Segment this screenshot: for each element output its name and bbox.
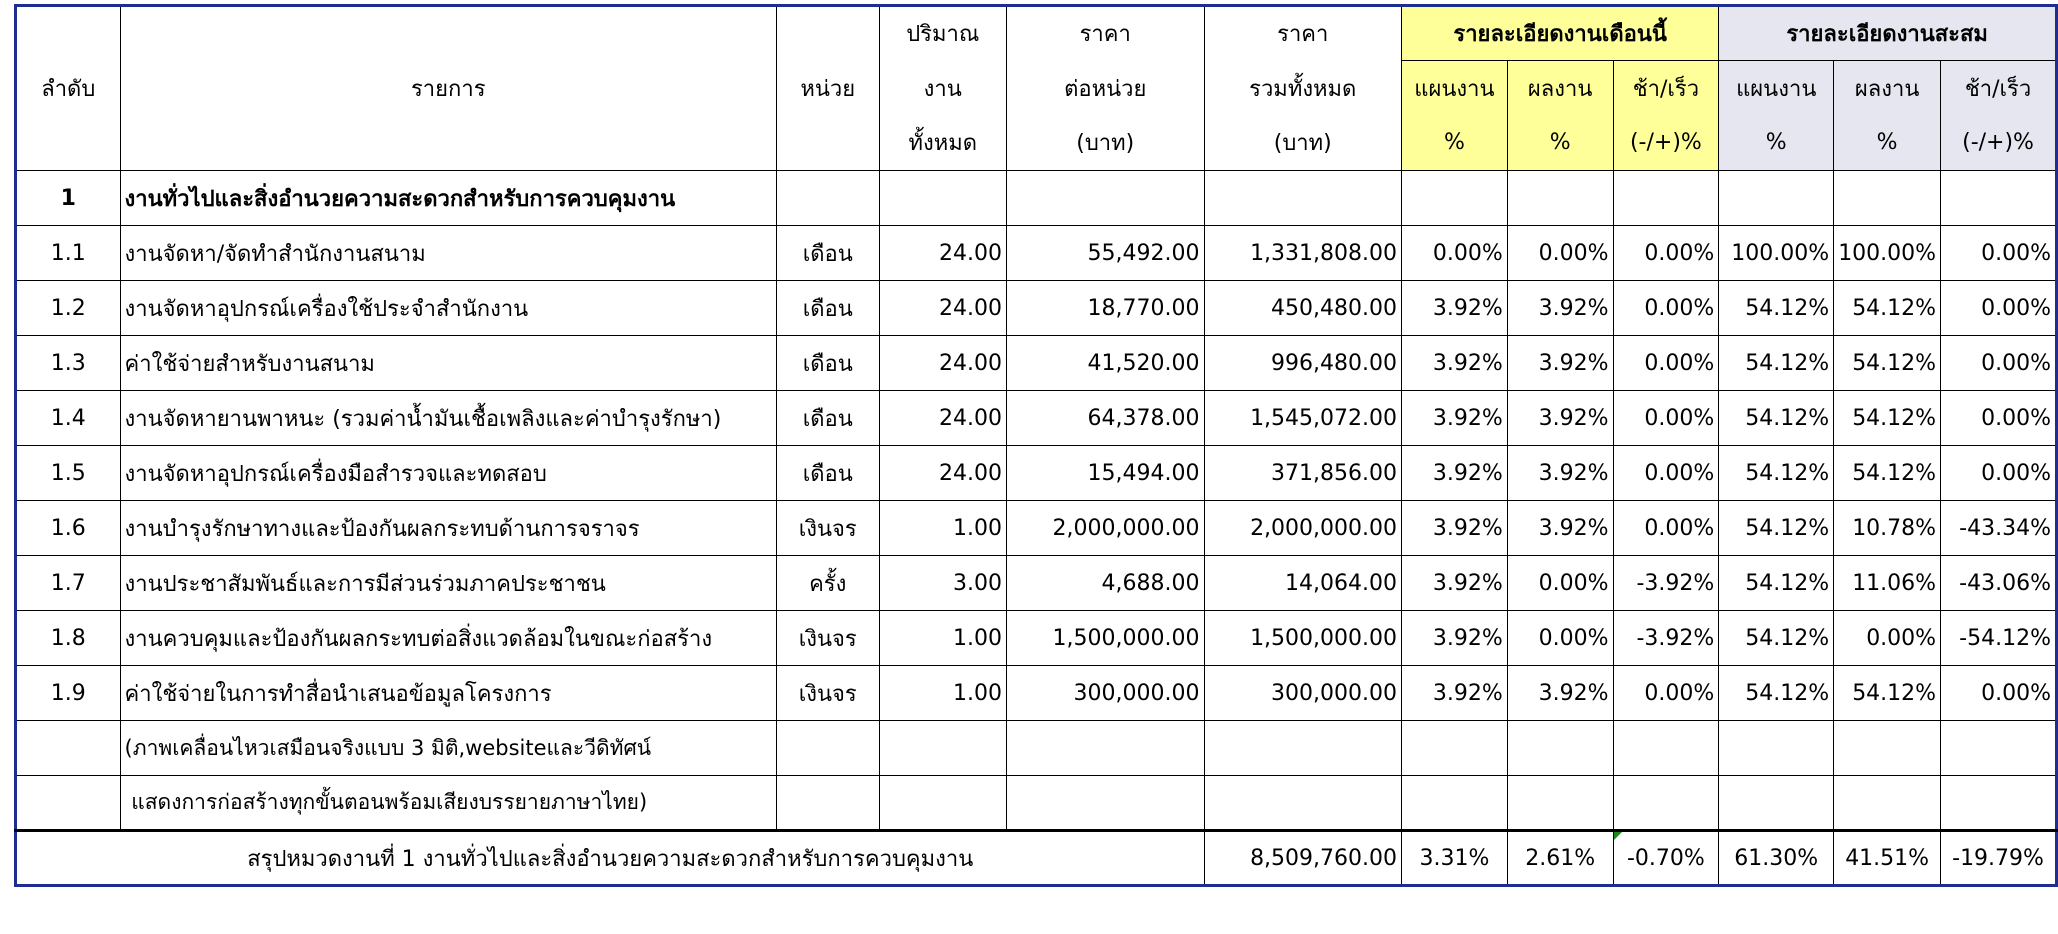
row-item-name: งานจัดหาอุปกรณ์เครื่องมือสำรวจและทดสอบ — [120, 446, 776, 501]
row-cum-diff: 0.00% — [1941, 336, 2057, 391]
table-row — [16, 501, 2057, 556]
row-month-result: 3.92% — [1507, 446, 1613, 501]
row-total-price: 300,000.00 — [1204, 666, 1402, 721]
empty-cell — [1613, 721, 1719, 776]
row-item-name: งานจัดหายานพาหนะ (รวมค่าน้ำมันเชื้อเพลิงและค่าบำรุงรักษา) — [120, 391, 776, 446]
row-month-plan: 3.92% — [1402, 501, 1508, 556]
empty-cell — [1719, 721, 1834, 776]
row-unit: เดือน — [776, 446, 879, 501]
header-qty-line3: ทั้งหมด — [879, 116, 1006, 171]
row-unit: เงินจร — [776, 611, 879, 666]
header-unit: หน่วย — [776, 6, 879, 171]
empty-cell — [1006, 776, 1204, 831]
empty-cell — [776, 721, 879, 776]
empty-cell — [16, 721, 121, 776]
empty-cell — [16, 776, 121, 831]
header-month-result-unit: % — [1507, 116, 1613, 171]
row-total-price: 371,856.00 — [1204, 446, 1402, 501]
row-cum-plan: 54.12% — [1719, 666, 1834, 721]
table-row — [16, 611, 2057, 666]
row-seq: 1.7 — [16, 556, 121, 611]
row-seq: 1.9 — [16, 666, 121, 721]
empty-cell — [1941, 776, 2057, 831]
header-cum-diff: ช้า/เร็ว — [1941, 61, 2057, 116]
header-month-plan-unit: % — [1402, 116, 1508, 171]
row-cum-result: 54.12% — [1834, 446, 1941, 501]
row-cum-diff: 0.00% — [1941, 391, 2057, 446]
table-row — [16, 666, 2057, 721]
row-cum-result: 54.12% — [1834, 391, 1941, 446]
row-cum-result: 54.12% — [1834, 666, 1941, 721]
row-unit-price: 300,000.00 — [1006, 666, 1204, 721]
row-qty: 1.00 — [879, 501, 1006, 556]
row-unit-price: 2,000,000.00 — [1006, 501, 1204, 556]
row-month-diff: 0.00% — [1613, 666, 1719, 721]
row-cum-diff: 0.00% — [1941, 281, 2057, 336]
row-cum-plan: 54.12% — [1719, 501, 1834, 556]
header-cum-plan: แผนงาน — [1719, 61, 1834, 116]
header-month-plan: แผนงาน — [1402, 61, 1508, 116]
row-unit-price: 64,378.00 — [1006, 391, 1204, 446]
row-month-result: 3.92% — [1507, 281, 1613, 336]
header-item: รายการ — [120, 6, 776, 171]
row-unit-price: 55,492.00 — [1006, 226, 1204, 281]
row-qty: 24.00 — [879, 446, 1006, 501]
row-qty: 24.00 — [879, 391, 1006, 446]
category-seq: 1 — [16, 171, 121, 226]
row-qty: 24.00 — [879, 226, 1006, 281]
row-month-plan: 3.92% — [1402, 556, 1508, 611]
row-item-name: ค่าใช้จ่ายในการทำสื่อนำเสนอข้อมูลโครงการ — [120, 666, 776, 721]
row-unit: เดือน — [776, 226, 879, 281]
row-unit-price: 18,770.00 — [1006, 281, 1204, 336]
row-cum-plan: 54.12% — [1719, 281, 1834, 336]
empty-cell — [1834, 776, 1941, 831]
row-total-price: 14,064.00 — [1204, 556, 1402, 611]
empty-cell — [1719, 776, 1834, 831]
row-unit: ครั้ง — [776, 556, 879, 611]
table-row — [16, 281, 2057, 336]
table-row — [16, 336, 2057, 391]
row-item-name: งานจัดหาอุปกรณ์เครื่องใช้ประจำสำนักงาน — [120, 281, 776, 336]
empty-cell — [1006, 721, 1204, 776]
row-cum-result: 100.00% — [1834, 226, 1941, 281]
row-month-diff: 0.00% — [1613, 446, 1719, 501]
row-total-price: 996,480.00 — [1204, 336, 1402, 391]
row-cum-result: 10.78% — [1834, 501, 1941, 556]
row-seq: 1.5 — [16, 446, 121, 501]
row-unit: เดือน — [776, 281, 879, 336]
row-month-plan: 3.92% — [1402, 611, 1508, 666]
note-text: แสดงการก่อสร้างทุกขั้นตอนพร้อมเสียงบรรยายภาษาไทย) — [120, 776, 776, 831]
empty-cell — [1507, 776, 1613, 831]
row-month-result: 0.00% — [1507, 611, 1613, 666]
row-cum-diff: 0.00% — [1941, 666, 2057, 721]
row-item-name: งานควบคุมและป้องกันผลกระทบต่อสิ่งแวดล้อมในขณะก่อสร้าง — [120, 611, 776, 666]
row-cum-result: 0.00% — [1834, 611, 1941, 666]
empty-cell — [1507, 721, 1613, 776]
row-cum-plan: 54.12% — [1719, 611, 1834, 666]
row-item-name: ค่าใช้จ่ายสำหรับงานสนาม — [120, 336, 776, 391]
row-month-result: 3.92% — [1507, 336, 1613, 391]
row-seq: 1.4 — [16, 391, 121, 446]
category-name: งานทั่วไปและสิ่งอำนวยความสะดวกสำหรับการควบคุมงาน — [120, 171, 776, 226]
row-item-name: งานบำรุงรักษาทางและป้องกันผลกระทบด้านการจราจร — [120, 501, 776, 556]
row-qty: 1.00 — [879, 611, 1006, 666]
empty-cell — [1941, 721, 2057, 776]
header-month-diff-unit: (-/+)% — [1613, 116, 1719, 171]
header-this-month: รายละเอียดงานเดือนนี้ — [1402, 6, 1719, 61]
row-seq: 1.8 — [16, 611, 121, 666]
row-unit-price: 1,500,000.00 — [1006, 611, 1204, 666]
row-unit: เดือน — [776, 336, 879, 391]
row-total-price: 1,331,808.00 — [1204, 226, 1402, 281]
row-month-diff: -3.92% — [1613, 611, 1719, 666]
row-month-diff: 0.00% — [1613, 391, 1719, 446]
row-item-name: งานจัดหา/จัดทำสำนักงานสนาม — [120, 226, 776, 281]
summary-month-plan: 3.31% — [1402, 831, 1508, 886]
row-total-price: 1,545,072.00 — [1204, 391, 1402, 446]
header-month-diff: ช้า/เร็ว — [1613, 61, 1719, 116]
table-row — [16, 446, 2057, 501]
empty-cell — [1613, 776, 1719, 831]
row-month-plan: 0.00% — [1402, 226, 1508, 281]
row-cum-diff: -54.12% — [1941, 611, 2057, 666]
empty-cell — [1204, 776, 1402, 831]
summary-cum-plan: 61.30% — [1719, 831, 1834, 886]
header-total-price-line2: รวมทั้งหมด — [1204, 61, 1402, 116]
row-cum-plan: 54.12% — [1719, 391, 1834, 446]
row-month-diff: -3.92% — [1613, 556, 1719, 611]
row-month-plan: 3.92% — [1402, 336, 1508, 391]
header-cumulative: รายละเอียดงานสะสม — [1719, 6, 2057, 61]
header-total-price-line1: ราคา — [1204, 6, 1402, 61]
header-cum-result-unit: % — [1834, 116, 1941, 171]
row-cum-diff: 0.00% — [1941, 226, 2057, 281]
row-cum-diff: -43.34% — [1941, 501, 2057, 556]
table-row — [16, 391, 2057, 446]
row-cum-result: 54.12% — [1834, 281, 1941, 336]
header-unit-price-line3: (บาท) — [1006, 116, 1204, 171]
header-total-price-line3: (บาท) — [1204, 116, 1402, 171]
header-unit-price-line2: ต่อหน่วย — [1006, 61, 1204, 116]
row-month-diff: 0.00% — [1613, 281, 1719, 336]
row-month-plan: 3.92% — [1402, 281, 1508, 336]
row-month-result: 0.00% — [1507, 556, 1613, 611]
row-qty: 1.00 — [879, 666, 1006, 721]
summary-month-result: 2.61% — [1507, 831, 1613, 886]
empty-cell — [1834, 721, 1941, 776]
row-unit: เงินจร — [776, 666, 879, 721]
table-row — [16, 556, 2057, 611]
row-cum-plan: 54.12% — [1719, 446, 1834, 501]
header-cum-plan-unit: % — [1719, 116, 1834, 171]
summary-label: สรุปหมวดงานที่ 1 งานทั่วไปและสิ่งอำนวยความสะดวกสำหรับการควบคุมงาน — [16, 831, 1205, 886]
header-month-result: ผลงาน — [1507, 61, 1613, 116]
summary-cum-diff: -19.79% — [1941, 831, 2057, 886]
empty-cell — [776, 776, 879, 831]
row-item-name: งานประชาสัมพันธ์และการมีส่วนร่วมภาคประชาชน — [120, 556, 776, 611]
row-qty: 24.00 — [879, 281, 1006, 336]
empty-cell — [879, 776, 1006, 831]
note-text: (ภาพเคลื่อนไหวเสมือนจริงแบบ 3 มิติ,websiteและวีดิทัศน์ — [120, 721, 776, 776]
empty-cell — [1204, 721, 1402, 776]
row-seq: 1.6 — [16, 501, 121, 556]
row-cum-plan: 54.12% — [1719, 556, 1834, 611]
row-month-plan: 3.92% — [1402, 391, 1508, 446]
table-row — [16, 226, 2057, 281]
empty-cell — [879, 721, 1006, 776]
row-qty: 3.00 — [879, 556, 1006, 611]
empty-cell — [1402, 776, 1508, 831]
empty-cell — [1402, 721, 1508, 776]
progress-table — [14, 4, 2058, 887]
header-qty-line1: ปริมาณ — [879, 6, 1006, 61]
row-total-price: 2,000,000.00 — [1204, 501, 1402, 556]
row-month-diff: 0.00% — [1613, 226, 1719, 281]
row-unit-price: 15,494.00 — [1006, 446, 1204, 501]
category-row — [16, 171, 2057, 226]
summary-total: 8,509,760.00 — [1204, 831, 1402, 886]
row-unit: เดือน — [776, 391, 879, 446]
summary-row — [16, 831, 2057, 886]
row-seq: 1.1 — [16, 226, 121, 281]
row-cum-diff: -43.06% — [1941, 556, 2057, 611]
row-month-diff: 0.00% — [1613, 501, 1719, 556]
header-qty-line2: งาน — [879, 61, 1006, 116]
row-month-plan: 3.92% — [1402, 446, 1508, 501]
header-cum-result: ผลงาน — [1834, 61, 1941, 116]
row-qty: 24.00 — [879, 336, 1006, 391]
row-total-price: 1,500,000.00 — [1204, 611, 1402, 666]
row-cum-plan: 100.00% — [1719, 226, 1834, 281]
header-seq: ลำดับ — [16, 6, 121, 171]
note-row — [16, 721, 2057, 776]
row-month-plan: 3.92% — [1402, 666, 1508, 721]
row-month-result: 0.00% — [1507, 226, 1613, 281]
header-cum-diff-unit: (-/+)% — [1941, 116, 2057, 171]
row-cum-result: 54.12% — [1834, 336, 1941, 391]
row-seq: 1.3 — [16, 336, 121, 391]
summary-month-diff: -0.70% — [1613, 831, 1719, 886]
row-unit-price: 41,520.00 — [1006, 336, 1204, 391]
row-month-result: 3.92% — [1507, 666, 1613, 721]
row-unit: เงินจร — [776, 501, 879, 556]
row-month-result: 3.92% — [1507, 501, 1613, 556]
summary-cum-result: 41.51% — [1834, 831, 1941, 886]
row-month-result: 3.92% — [1507, 391, 1613, 446]
note-row — [16, 776, 2057, 831]
row-seq: 1.2 — [16, 281, 121, 336]
header-unit-price-line1: ราคา — [1006, 6, 1204, 61]
row-total-price: 450,480.00 — [1204, 281, 1402, 336]
row-month-diff: 0.00% — [1613, 336, 1719, 391]
row-unit-price: 4,688.00 — [1006, 556, 1204, 611]
row-cum-result: 11.06% — [1834, 556, 1941, 611]
row-cum-plan: 54.12% — [1719, 336, 1834, 391]
row-cum-diff: 0.00% — [1941, 446, 2057, 501]
